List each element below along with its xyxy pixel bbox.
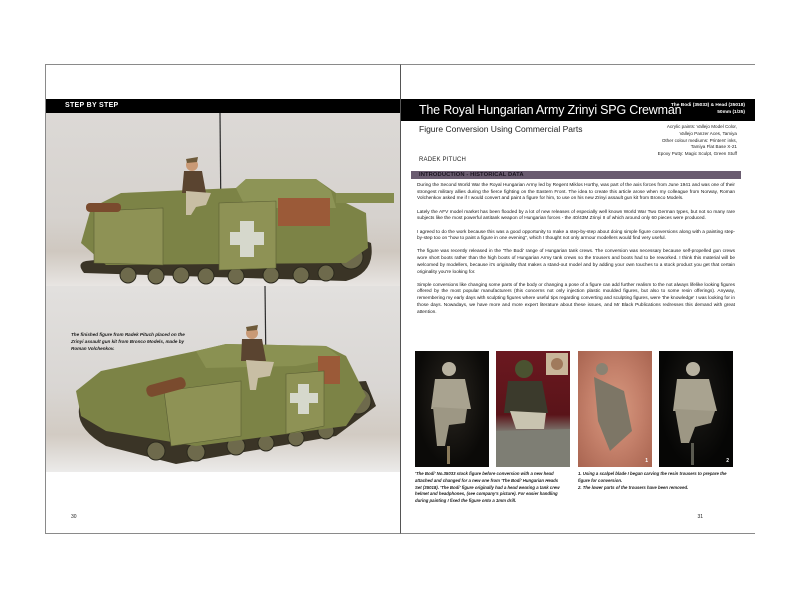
article-body: [417, 183, 735, 323]
materials-line: Tamiya Flat Base X-21: [690, 144, 737, 150]
article-title: The Royal Hungarian Army Zrinyi SPG Crewman: [419, 103, 682, 117]
tank-photo-bottom: [46, 286, 400, 472]
magazine-spread: [45, 64, 755, 534]
spec-kit-line: The Bodi (35033) & Head (35018): [670, 103, 745, 108]
title-bar: [401, 99, 755, 121]
step-number: 1: [645, 458, 648, 464]
materials-line: Other colour mediums: Printers' inks,: [661, 137, 737, 143]
figure-spec: [671, 102, 745, 116]
body-paragraph: Lately the AFV model market has been flooded by a lot of new releases of especially well known World War Two German types, but not so many rare subjects like the most powerful antitank weapon of Hungarian forces - the 40/43M Zrinyi II of which around only 60 pieces were produced.: [417, 209, 735, 222]
tank-photo-top: [46, 113, 400, 286]
photo-caption: The finished figure from Radek Pituch placed on the Zrinyi assault gun kit from Bronco Models, made by Roman Volchenkov.: [71, 332, 185, 351]
body-paragraph: The figure was recently released in the 'The Bodi' range of Hungarian tank crews. The conversion was necessary because self-propelled gun crews wore short boots rather than the high boots of Hungarian Army tank crews so the trousers and boots had to be reworked. I think this material will be welcomed by modellers, because it's originality that makes a stand-out model and by adding your own touches to a stock product you get that certain originality you're looking for.: [417, 249, 735, 275]
materials-line: Vallejo Panzer Aces, Tamiya: [679, 130, 737, 136]
thumbnail-trousers-removed: [659, 351, 733, 467]
caption-step-1: 1. Using a scalpel blade I began carving the resin trousers to prepare the figure for conversion.: [578, 471, 727, 483]
figure-image: [578, 351, 652, 467]
materials-line: Acrylic paints: Vallejo Model Color,: [666, 124, 737, 129]
body-paragraph: I agreed to do the work because this was a good opportunity to make a step-by-step about doing simple figure conversions along with a painting step-by-step too on "how to paint a figure in one evening", which I thought not only armour modellers would find very useful.: [417, 229, 735, 242]
body-paragraph: Simple conversions like changing some parts of the body or changing a pose of a figure can add further realism to the not always lifelike looking figures offered by the most popular manufacturers (this concerns not only injection plastic moulded figures, but also to some resin offerings). Anyway, remembering my early days with sculpting figures where useful tips regarding converting and sculpting figures, were 'the knowledge' I was looking for in those days. Nowadays, we have more and more expert literature about these issues, and Mr Black Publications redresses this demand with great attention.: [417, 282, 735, 315]
figure-image: [496, 351, 570, 467]
body-paragraph: During the Second World War the Royal Hungarian Army led by Regent Miklos Horthy, was part of the axis forces from June 1941 and was one of their strongest military allies during the fierce fighting on the Eastern Front. The idea to create this article arose when my colleague from Norway, Roman Volchenkov asked me if I would convert and paint a figure for him, to use on his new Zrinyi assault gun kit from Bronco Models.: [417, 183, 735, 202]
figure-image: [415, 351, 489, 467]
thumbnail-boxart-figure: [496, 351, 570, 467]
thumbnail-stock-figure: [415, 351, 489, 467]
section-label: STEP BY STEP: [65, 102, 119, 109]
article-subtitle: Figure Conversion Using Commercial Parts: [419, 124, 583, 134]
caption-step-2: 2. The lower parts of the trousers have been removed.: [578, 484, 689, 490]
spec-scale-line: 50mm (1/35): [717, 110, 745, 115]
materials-list: [658, 124, 737, 158]
caption-steps: [578, 471, 730, 491]
figure-image: [659, 351, 733, 467]
section-header-label: INTRODUCTION - HISTORICAL DATA: [419, 172, 524, 178]
caption-stock-figure: 'The Bodi' No.35033 stock figure before conversion with a new head attached and changed for a new one from 'The Bodi' Hungarian Heads Set (35018). 'The Bodi' figure originally had a head wearing a tank crew helmet and headphones, (see company's picture). For easier handling during painting I fixed the figure onto a 1mm drill.: [415, 471, 560, 504]
page-number-right: 31: [697, 514, 703, 520]
materials-line: Epoxy Putty: Magic Sculpt, Green Stuff: [657, 151, 737, 157]
zrinyi-model-image-three-quarter: [46, 286, 400, 472]
page-number-left: 30: [71, 514, 77, 520]
right-page: [400, 64, 755, 534]
thumbnail-carving-step: [578, 351, 652, 467]
section-label-bar: [46, 99, 400, 113]
section-header: [411, 171, 741, 179]
author-byline: RADEK PITUCH: [419, 157, 467, 163]
step-number: 2: [726, 458, 729, 464]
left-page: [45, 64, 400, 534]
step-photo-strip: [415, 351, 735, 467]
zrinyi-model-image-side: [46, 113, 400, 286]
